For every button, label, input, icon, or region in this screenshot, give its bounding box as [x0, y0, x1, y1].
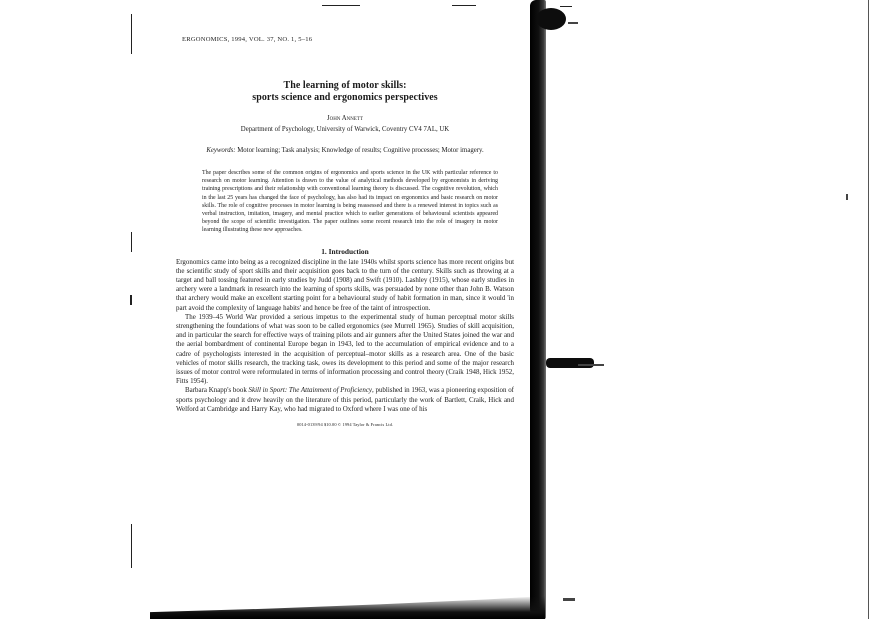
book-spine-shadow	[530, 0, 546, 619]
title-line-2: sports science and ergonomics perspectives	[252, 92, 438, 103]
running-head: ERGONOMICS, 1994, VOL. 37, NO. 1, 5–16	[182, 36, 313, 43]
bottom-scan-shadow	[150, 596, 545, 619]
title-line-1: The learning of motor skills:	[283, 80, 407, 91]
left-scan-edge	[131, 14, 132, 54]
top-right-edge	[560, 6, 572, 7]
top-scan-edge-2	[452, 5, 476, 6]
author-affiliation: Department of Psychology, University of Warwick, Coventry CV4 7AL, UK	[240, 126, 450, 133]
scan-speck	[846, 194, 848, 200]
keywords	[202, 146, 488, 155]
section-heading-introduction: 1. Introduction	[321, 246, 369, 256]
body-text	[176, 258, 514, 414]
left-scan-edge-lower	[131, 232, 132, 252]
paragraph-3-end: , published in 1963, was a pioneering exposition of sports psychology and it drew heavily on the literature of this period, particularly the work of Bartlett, Craik, Hick and Welford at Cambridge and Harry Kay, who had migrated to Oxford where I was one of his	[176, 386, 514, 413]
article-text	[176, 36, 514, 427]
scan-speck	[568, 22, 578, 24]
abstract: The paper describes some of the common origins of ergonomics and sports science in the UK with particular reference to research on motor learning. Attention is drawn to the value of analytical methods developed by ergonomists in deriving training prescriptions and their relationship with conventional learning theory is discussed. The cognitive revolution, which in the last 25 years has changed the face of psychology, has also had its impact on ergonomics and basic research on motor skills. The role of cognitive processes in motor learning is being reassessed and there is a renewed interest in topics such as verbal instruction, imitation, imagery, and mental practice which to earlier generations of behavioural scientists appeared beyond the scope of scientific investigation. The paper outlines some recent research into the role of imagery in motor learning illustrating these new approaches.	[202, 170, 498, 234]
scan-speck	[578, 364, 604, 366]
keywords-text: Motor learning; Task analysis; Knowledge of results; Cognitive processes; Motor imagery.	[237, 147, 484, 154]
paragraph-3-start: Barbara Knapp's book	[185, 386, 249, 395]
paragraph-1: Ergonomics came into being as a recognized discipline in the late 1940s whilst sports science has more recent origins but the scientific study of sport skills and their acquisition goes back to the turn of the century. Skills such as throwing at a target and ball tossing featured in early studies by Judd (1908) and Swift (1910). Lashley (1915), whose early studies in archery were a landmark in research into the learning of sports skills, was persuaded by none other than John B. Watson that archery would make an excellent starting point for a behavioural study of habit formation in man, since it would 'in part avoid the complexity of language habits' and hence be free of the taint of introspection.	[176, 257, 514, 312]
copyright-footer: 0014-0139/94 $10.00 © 1994 Taylor & Francis Ltd.	[296, 422, 394, 428]
right-border-line	[868, 0, 869, 619]
keywords-label: Keywords:	[206, 147, 236, 154]
left-scan-edge-bottom	[131, 524, 132, 568]
paragraph-2: The 1939–45 World War provided a serious impetus to the experimental study of human perceptual motor skills strengthening the foundations of what was soon to be called ergonomics (see Murrell 1965). Studies of skill acquisition, and in particular the search for effective ways of training pilots and air gunners after the United States joined the war and the aerial bombardment of continental Europe began in 1943, led to the accumulation of empirical evidence and to a cadre of psychologists interested in the acquisition of perceptual–motor skills as a research area. One of the basic vehicles of motor skills research, the tracking task, owes its development to this period and some of the major research issues of motor control were reformulated in terms of information processing and control theory (Craik 1948, Hick 1952, Fitts 1954).	[176, 312, 514, 386]
paragraph-3	[176, 386, 514, 414]
left-scan-edge-mark	[130, 295, 132, 305]
spine-blob-mid	[546, 358, 594, 368]
top-scan-edge	[322, 5, 360, 6]
author-name: John Annett	[326, 115, 364, 122]
spine-blob-top	[536, 8, 566, 30]
article-title	[176, 80, 514, 104]
book-title: Skill in Sport: The Attainment of Proficiency	[248, 386, 372, 395]
scan-speck	[563, 598, 575, 601]
